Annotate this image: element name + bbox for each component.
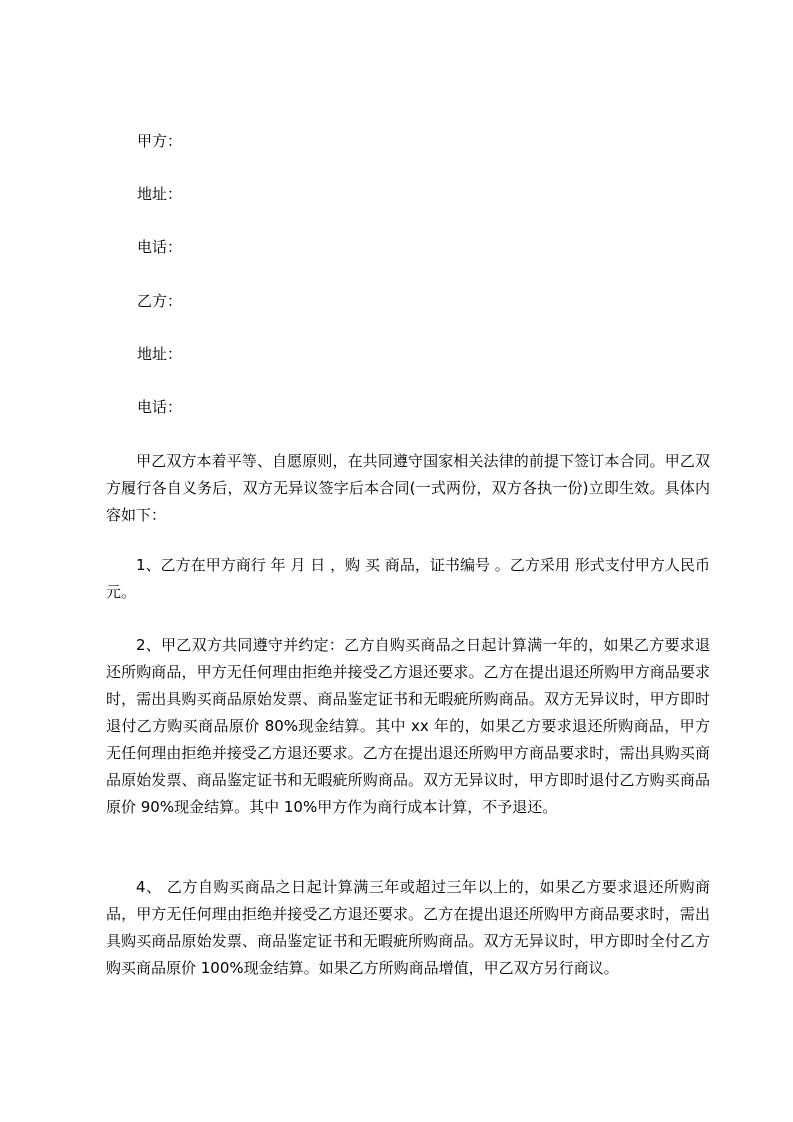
intro-paragraph: [106, 448, 710, 529]
clause-1-paragraph: [106, 552, 710, 606]
party-a-label: 甲方：: [137, 132, 183, 150]
party-b-label: 乙方：: [137, 292, 183, 310]
clause-4-text: 4、 乙方自购买商品之日起计算满三年或超过三年以上的，如果乙方要求退还所购商品，甲方无任何理由拒绝并接受乙方退还要求。乙方在提出退还所购甲方商品要求时，需出具购买商品原始发票、商品鉴定证书和无暇疵所购商品。双方无异议时，甲方即时全付乙方购买商品原价 100%现金结算。如果乙方所购商品增值，甲乙双方另行商议。: [106, 878, 710, 977]
clause-2-paragraph: [106, 632, 710, 821]
clause-4-paragraph: [106, 874, 710, 982]
intro-text: 甲乙双方本着平等、自愿原则，在共同遵守国家相关法律的前提下签订本合同。甲乙双方履行各自义务后，双方无异议签字后本合同(一式两份，双方各执一份)立即生效。具体内容如下：: [106, 452, 710, 524]
party-a-address-label: 地址：: [137, 185, 183, 203]
clause-2-text: 2、甲乙双方共同遵守并约定：乙方自购买商品之日起计算满一年的，如果乙方要求退还所购商品，甲方无任何理由拒绝并接受乙方退还要求。乙方在提出退还所购甲方商品要求时，需出具购买商品原始发票、商品鉴定证书和无暇疵所购商品。双方无异议时，甲方即时退付乙方购买商品原价 80%现金结算。其中 xx 年的，如果乙方要求退还所购商品，甲方无任何理由拒绝并接受乙方退还要求。乙方在提出退还所购甲方商品要求时，需出具购买商品原始发票、商品鉴定证书和无暇疵所购商品。双方无异议时，甲方即时退付乙方购买商品原价 90%现金结算。其中 10%甲方作为商行成本计算，不予退还。: [106, 636, 710, 816]
party-b-address-label: 地址：: [137, 345, 183, 363]
party-a-phone-label: 电话：: [137, 238, 183, 256]
clause-1-text: 1、乙方在甲方商行 年 月 日 ，购 买 商品，证书编号 。乙方采用 形式支付甲方人民币 元。: [106, 556, 710, 601]
party-b-phone-label: 电话：: [137, 398, 183, 416]
